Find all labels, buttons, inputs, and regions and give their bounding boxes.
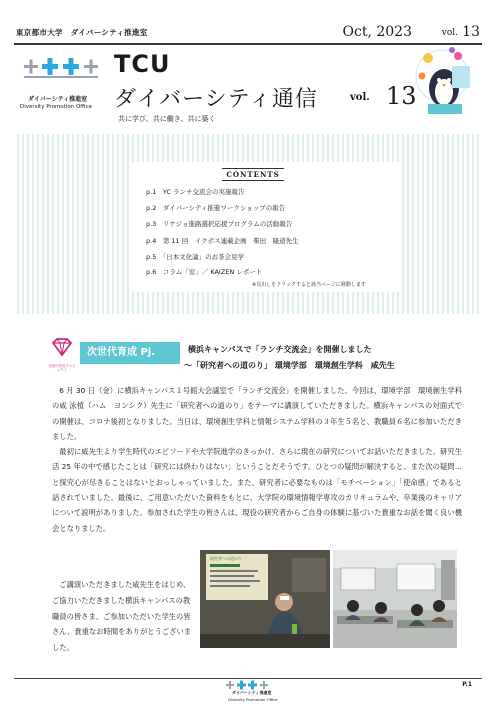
toc-note: ※見出しをクリックすると該当ページに移動します [252, 282, 366, 288]
presenter-photo-image [200, 550, 330, 648]
volume-label-small: vol. [441, 28, 458, 38]
project-badge [50, 336, 77, 372]
article-body [52, 383, 462, 536]
header-rule [14, 43, 482, 45]
article-closing [52, 577, 194, 656]
footer-logo-text-en: Diversity Promotion Office [228, 697, 278, 702]
slide-title-text: 研究者への道のり [210, 556, 242, 561]
toc-item-p1[interactable]: p.1 YC ランチ交流会の実施報告 [146, 188, 245, 196]
tagline: 共に学び、共に働き、共に築く [118, 115, 216, 123]
volume-number-large: 13 [386, 82, 417, 110]
toc-item-p4[interactable]: p.4 第 11 回 イクボス連載企画 柴田 隆道先生 [146, 237, 299, 245]
top-bar [14, 24, 482, 44]
lecture-photo-audience [333, 550, 457, 648]
diamond-badge-icon [50, 336, 74, 360]
toc-item-p3[interactable]: p.3 リケジョ進路選択応援プログラムの活動報告 [146, 220, 293, 228]
audience-photo-image [333, 550, 457, 648]
footer-logo-text-jp: ダイバーシティ推進室 [232, 690, 272, 695]
article-headline: 横浜キャンパスで「ランチ交流会」を開催しました [188, 345, 372, 354]
page-number: P.1 [462, 681, 472, 688]
volume-label-large: vol. [350, 92, 370, 103]
footer-rule [14, 678, 482, 679]
lecture-photo-presenter [200, 550, 330, 648]
badge-caption: 次世代育成プロジェクト [48, 364, 76, 372]
toc-item-p5[interactable]: p.5 「日本文化論」のお茶会見学 [146, 253, 245, 261]
newsletter-title-en: TCU [114, 50, 171, 78]
logo-text-jp: ダイバーシティ推進室 [28, 96, 88, 103]
closing-paragraph: ご講演いただきました咸先生をはじめ、ご協力いただきました横浜キャンパスの教職員の皆さま、ご参加いただいた学生の皆さん、貴重なお時間をありがとうございました。 [52, 580, 192, 653]
article-paragraph: 最初に咸先生より学生時代のエピソードや大学院進学のきっかけ、さらに現在の研究についてお話いただきました。研究生活 25 年の中で感じたことは「研究には終わりはない」ということだそうです。ひとつの疑問が解決すると、また次の疑問…と探究心が尽きることはないとおっしゃっていました。また、研究者に必要なものは「モチベーション」「使命感」であると話されていました。最後に、ご用意いただいた資料をもとに、大学院の環境情報学専攻のカリキュラムや、卒業後のキャリアについて説明がありました。参加された学生の皆さんは、現役の研究者からご自身の体験に基づいた貴重なお話を聞く良い機会となりました。 [52, 447, 462, 533]
toc-item-p6[interactable]: p.6 コラム「窓」／ KAIZEN レポート [146, 268, 263, 276]
volume-number-small: 13 [462, 24, 480, 40]
article-subheadline: ～「研究者への道のり」 環境学部 環境創生学科 咸先生 [184, 361, 395, 370]
masthead [14, 46, 482, 132]
mascot-illustration-icon [414, 46, 476, 124]
issue-date: Oct, 2023 [342, 24, 412, 40]
contents-title: CONTENTS [222, 168, 284, 181]
newsletter-title-jp: ダイバーシティ通信 [114, 87, 318, 112]
toc-item-p2[interactable]: p.2 ダイバーシティ推進ワークショップの報告 [146, 204, 286, 212]
article-paragraph: 6 月 30 日（金）に横浜キャンパス１号館大会議室で「ランチ交流会」を開催しました。今回は、環境学部 環境創生学科の咸 泳植（ハム ヨンシク）先生に「研究者への道のり」をテーマに講演していただきました。横浜キャンパスの対面式での開催は、コロナ後初となりました。当日は、環境創生学科と情報システム学科の３年生５名と、教職員６名に参加いただきました。 [52, 386, 462, 441]
logo-text-en: Diversity Promotion Office [20, 104, 93, 110]
section-tag: 次世代育成 Pj. [80, 342, 180, 364]
diversity-logo-icon [20, 56, 104, 84]
org-name: 東京都市大学 ダイバーシティ推進室 [16, 28, 148, 37]
